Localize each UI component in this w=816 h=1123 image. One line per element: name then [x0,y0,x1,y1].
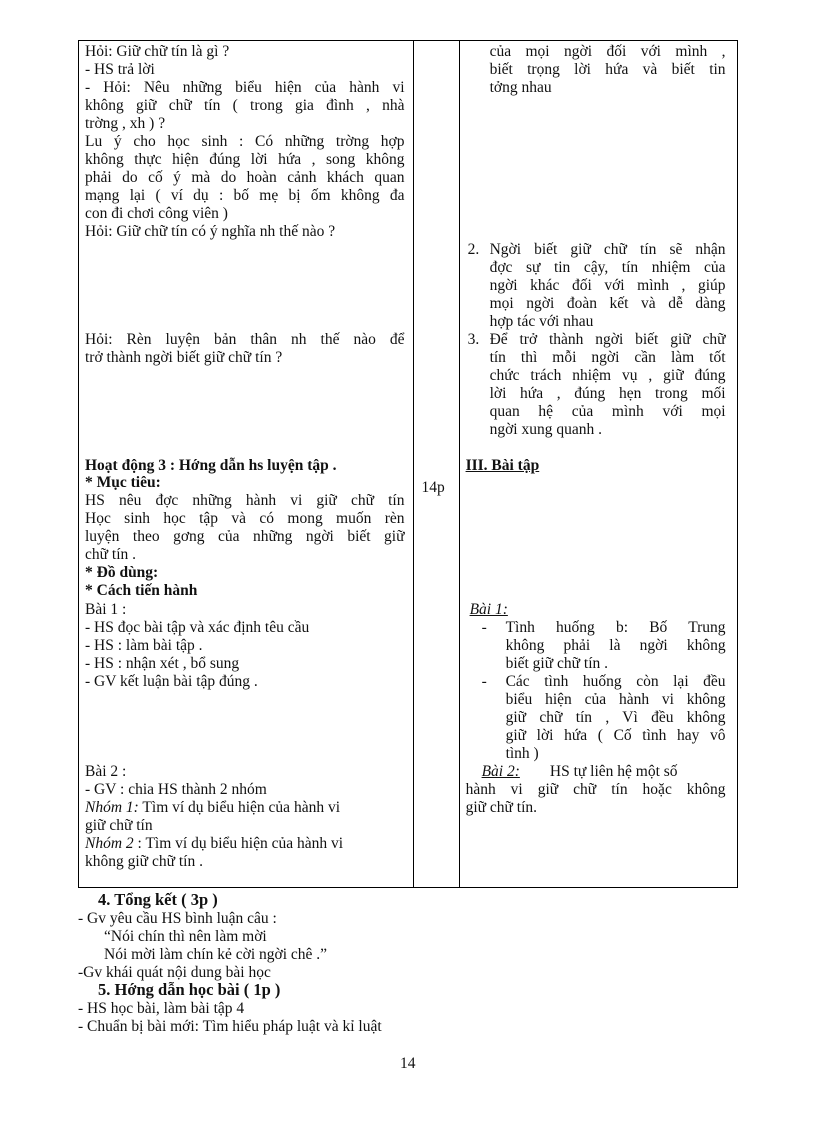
text-line: - GV : chia HS thành 2 nhóm [85,781,267,798]
text-line: - HS trả lời [85,61,155,78]
text-line: - Chuẩn bị bài mới: Tìm hiểu pháp luật và kỉ luật [78,1018,382,1035]
group-1-task: Tìm ví dụ biểu hiện của hành vi [138,799,341,816]
text-line: - HS học bài, làm bài tập 4 [78,1000,245,1017]
text-line: HS nêu đợc những hành vi giữ chữ tín [85,492,405,509]
text-line: đợc sự tin cậy, tín nhiệm của [489,259,726,276]
exercise-label: Bài 2 : [85,763,127,780]
materials-heading: * Đồ dùng: [85,564,159,581]
text-line: hợp tác với nhau [489,313,594,330]
question-line: Hỏi: Giữ chữ tín là gì ? [85,43,230,60]
table-row [79,41,738,888]
text-line: - HS : làm bài tập . [85,637,203,654]
text-line: tởng nhau [489,79,552,96]
text-line: chức trách nhiệm vụ , giữ đúng [489,367,726,384]
exercises-heading: III. Bài tập [465,457,540,474]
text-line: ngời khác đối với mình , giúp [489,277,726,294]
text-line: tín thì mỗi ngời cần làm tốt [489,349,726,366]
text-line: - Gv yêu cầu HS bình luận câu : [78,910,277,927]
objective-heading: * Mục tiêu: [85,474,161,491]
text-line: giữ chữ tín , Vì đều không [505,709,726,726]
text-line: Lu ý cho học sinh : Có những trờng hợp [85,133,405,150]
group-2-label: Nhóm 2 [85,835,134,852]
time-value: 14p [421,479,445,496]
text-line: trở thành ngời biết giữ chữ tín ? [85,349,283,366]
text-line: biết giữ chữ tín . [505,655,609,672]
text-line: giữ chữ tín [85,817,153,834]
exercise-1-label: Bài 1: [469,601,508,618]
text-line: - HS : nhận xét , bổ sung [85,655,240,672]
exercise-label: Bài 1 : [85,601,127,618]
text-line: - HS đọc bài tập và xác định têu cầu [85,619,310,636]
quote-line: “Nói chín thì nên làm mời [104,928,267,945]
text-line: không thực hiện đúng lời hứa , song không [85,151,405,168]
text-line: không giữ chữ tín ( trong gia đình , nhà [85,97,405,114]
text-line: biểu hiện của hành vi không [505,691,726,708]
quote-line: Nói mời làm chín kẻ cời ngời chê .” [104,946,328,963]
text-line: - Hỏi: Nêu những biểu hiện của hành vi [85,79,405,96]
text-line: biết trọng lời hứa và biết tin [489,61,726,78]
text-line: Tình huống b: Bố Trung [505,619,726,636]
group-2-task: : Tìm ví dụ biểu hiện của hành vi [133,835,344,852]
text-line: mạng lại ( ví dụ : bố mẹ bị ốm không đa [85,187,405,204]
procedure-heading: * Cách tiến hành [85,582,198,599]
text-line: chữ tín . [85,546,137,563]
text-line: trờng , xh ) ? [85,115,166,132]
group-2-line [85,835,405,852]
text-line: tình ) [505,745,539,762]
text-line: hành vi giữ chữ tín hoặc không [465,781,726,798]
text-line: Học sinh học tập và có mong muốn rèn [85,510,405,527]
content-cell [459,41,737,888]
text-line: Để trở thành ngời biết giữ chữ [489,331,726,348]
group-1-label: Nhóm 1: [85,799,139,816]
text-line: ngời xung quanh . [489,421,602,438]
text-line: giữ lời hứa ( Cố tình hay vô [505,727,726,744]
time-cell [413,41,459,888]
exercise-2-label: Bài 2: [481,763,520,780]
text-line: - GV kết luận bài tập đúng . [85,673,258,690]
text-line: không phải là ngời không [505,637,726,654]
exercise-2-task: HS tự liên hệ một số [549,763,678,780]
page-number: 14 [400,1055,416,1072]
activities-cell [79,41,414,888]
exercise-2-line [482,763,678,780]
text-line: con đi chơi công viên ) [85,205,228,222]
question-line: Hỏi: Giữ chữ tín có ý nghĩa nh thế nào ? [85,223,336,240]
bullet-dash: - [481,619,487,636]
summary-heading: 4. Tổng kết ( 3p ) [98,890,218,909]
group-1-line [85,799,405,816]
text-line: phải do cố ý mà do hoàn cảnh khách quan [85,169,405,186]
text-line: giữ chữ tín. [465,799,538,816]
text-line: luyện theo gơng của những ngời biết giữ [85,528,405,545]
text-line: Ngời biết giữ chữ tín sẽ nhận [489,241,726,258]
text-line: quan hệ của mình với mọi [489,403,726,420]
activity-heading: Hoạt động 3 : Hớng dẫn hs luyện tập . [85,457,337,474]
text-line: lời hứa , đúng hẹn trong mối [489,385,726,402]
text-line: -Gv khái quát nội dung bài học [78,964,271,981]
text-line: không giữ chữ tín . [85,853,203,870]
text-line: mọi ngời đoàn kết và dễ dàng [489,295,726,312]
list-number: 3. [467,331,480,348]
list-number: 2. [467,241,480,258]
text-line: Các tình huống còn lại đều [505,673,726,690]
lesson-table [78,40,738,888]
bullet-dash: - [481,673,487,690]
text-line: của mọi ngời đối với mình , [489,43,726,60]
homework-heading: 5. Hớng dẫn học bài ( 1p ) [98,980,281,999]
question-line: Hỏi: Rèn luyện bản thân nh thế nào để [85,331,405,348]
